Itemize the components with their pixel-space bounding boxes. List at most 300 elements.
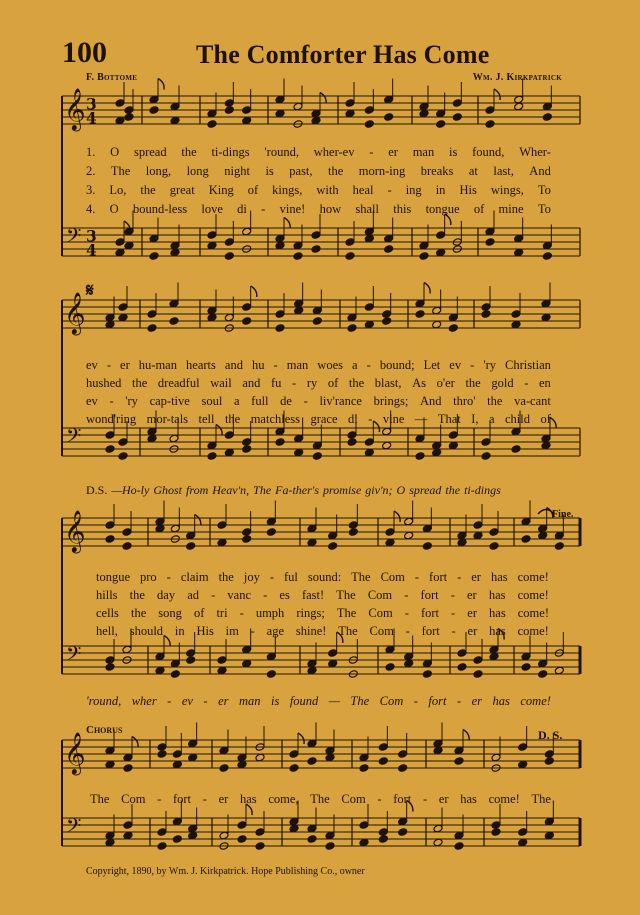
lyric-line (96, 624, 554, 639)
note-head (398, 764, 408, 773)
ds-syllable: promise (323, 483, 362, 497)
lyric-syllable: Christian (505, 358, 551, 372)
note-head (217, 538, 227, 547)
ds-syllable: O (396, 483, 406, 497)
lyric-syllable: tri (216, 606, 228, 620)
lyric-syllable: er (218, 792, 229, 806)
lyric-syllable: er (388, 145, 398, 159)
note-head (398, 750, 408, 759)
ds-syllable: —Ho-ly (111, 483, 150, 497)
hymn-title: The Comforter Has Come (196, 40, 490, 69)
lyric-syllable: va-cant (514, 394, 551, 408)
lyric-syllable: - (202, 792, 207, 806)
note-head (345, 238, 355, 247)
lyric-syllable: The (110, 164, 131, 178)
lyric-syllable: bound; (379, 358, 415, 372)
lyric-syllable: of (193, 606, 205, 620)
lyric-syllable: great (169, 183, 195, 197)
lyric-syllable: come, (268, 792, 299, 806)
note-head (275, 438, 285, 447)
note-head (378, 835, 388, 844)
note-head (217, 656, 227, 665)
note-head (275, 427, 285, 436)
lyric-syllable: - (524, 376, 529, 390)
lyric-syllable: - (109, 394, 114, 408)
lyric-syllable: The (336, 588, 356, 602)
lyric-syllable: wond'ring (86, 412, 137, 426)
lyric-syllable: The (350, 694, 370, 708)
note-head (105, 760, 115, 769)
note-head (448, 431, 458, 440)
lyric-syllable: pro (140, 570, 157, 584)
note-head (404, 659, 414, 668)
lyric-line (86, 376, 556, 391)
note-head (312, 452, 322, 461)
note-head (122, 542, 132, 551)
lyric-syllable: come! (517, 606, 549, 620)
lyric-syllable: mine (498, 202, 524, 216)
lyric-syllable: er (438, 792, 449, 806)
note-head (518, 828, 528, 837)
lyric-syllable: has (489, 606, 506, 620)
lyric-syllable: To (537, 202, 551, 216)
lyric-syllable: has (492, 694, 510, 708)
note-head (242, 106, 252, 115)
note-head (188, 739, 198, 748)
lyric-syllable: - (292, 376, 297, 390)
ds-syllable: Fa-ther's (275, 483, 320, 497)
lyric-line (96, 606, 554, 621)
lyric-syllable: - (451, 624, 456, 638)
lyric-syllable: ev (181, 694, 193, 708)
note-head (105, 313, 115, 322)
lyric-syllable: shine! (295, 624, 327, 638)
lyric-syllable: heal (352, 183, 374, 197)
lyric-syllable: with (316, 183, 339, 197)
note-flag (424, 283, 430, 294)
note-head (242, 317, 252, 326)
note-head (489, 645, 499, 654)
lyric-syllable: the (218, 570, 234, 584)
lyric-syllable: - (404, 588, 409, 602)
lyric-syllable: 'round, (86, 694, 122, 708)
note-head (542, 252, 552, 261)
note-head (544, 757, 554, 766)
note-head (364, 227, 374, 236)
lyric-syllable: come! (488, 792, 520, 806)
note-head (448, 324, 458, 333)
lyric-syllable: fort (420, 606, 439, 620)
note-head (415, 452, 425, 461)
note-head (491, 821, 501, 830)
lyric-syllable: the (132, 376, 148, 390)
note-head (293, 252, 303, 261)
note-flag (132, 737, 138, 748)
fine-mark: Fine. (552, 509, 574, 520)
note-head (266, 652, 276, 661)
note-head (122, 645, 132, 654)
note-head (378, 828, 388, 837)
lyric-syllable: - (414, 570, 420, 584)
note-head (307, 524, 317, 533)
note-head (385, 645, 395, 654)
note-head (348, 521, 358, 530)
note-head (124, 241, 134, 250)
lyric-syllable: ev (86, 358, 98, 372)
note-head (105, 838, 115, 847)
lyric-syllable: night (224, 164, 250, 178)
lyric-syllable: joy (243, 570, 260, 584)
note-head (448, 313, 458, 322)
ds-syllable: ti-dings (464, 483, 501, 497)
lyric-syllable: at (468, 164, 478, 178)
note-head (224, 448, 234, 457)
note-head (422, 659, 432, 668)
bass-clef-icon: 𝄢 (66, 424, 82, 453)
note-head (415, 434, 425, 443)
note-head (454, 842, 464, 851)
note-head (169, 317, 179, 326)
lyric-syllable: the (328, 164, 344, 178)
note-head (511, 310, 521, 319)
lyric-syllable: child (505, 412, 530, 426)
note-head (105, 746, 115, 755)
lyric-syllable: in (435, 183, 446, 197)
lyric-syllable: found, (472, 145, 505, 159)
bass-clef-icon: 𝄢 (66, 642, 82, 671)
lyric-line (86, 202, 556, 217)
note-head (157, 750, 167, 759)
note-head (294, 448, 304, 457)
note-head (237, 835, 247, 844)
note-head (436, 109, 446, 118)
note-head (521, 663, 531, 672)
chorus-label: Chorus (86, 724, 123, 736)
note-head (541, 299, 551, 308)
lyric-syllable: - (261, 202, 266, 216)
lyric-syllable: morn-ing (358, 164, 406, 178)
note-head (275, 95, 285, 104)
note-head (473, 670, 483, 679)
note-head (364, 438, 374, 447)
lyric-syllable: hell, (96, 624, 118, 638)
note-head (105, 656, 115, 665)
note-head (311, 109, 321, 118)
note-head (224, 431, 234, 440)
lyric-syllable: matchless (250, 412, 300, 426)
note-head (481, 303, 491, 312)
note-head (385, 663, 395, 672)
lyric-line (86, 145, 556, 160)
note-head (432, 448, 442, 457)
note-head (307, 835, 317, 844)
note-head (188, 831, 198, 840)
lyric-syllable: brings; (373, 394, 409, 408)
lyric-syllable: ful (283, 570, 298, 584)
lyric-syllable: hearts (186, 358, 216, 372)
ds-syllable: spread (409, 483, 442, 497)
note-head (186, 531, 196, 540)
note-head (224, 252, 234, 261)
note-head (345, 252, 355, 261)
note-head (473, 521, 483, 530)
lyric-syllable: the (487, 394, 503, 408)
note-head (237, 821, 247, 830)
note-head (293, 102, 303, 111)
note-head (307, 666, 317, 675)
lyric-syllable: The (531, 792, 551, 806)
lyric-syllable: er (467, 624, 478, 638)
lyric-line (86, 164, 556, 179)
lyric-syllable: er (467, 606, 477, 620)
lyric-syllable: - (470, 358, 475, 372)
note-head (105, 831, 115, 840)
lyric-syllable: im (225, 624, 239, 638)
treble-clef-icon: 𝄞 (64, 291, 86, 335)
note-head (404, 652, 414, 661)
lyric-syllable: - (167, 694, 172, 708)
lyric-syllable: - (273, 358, 278, 372)
bass-clef-icon: 𝄢 (66, 814, 82, 843)
note-head (123, 753, 133, 762)
note-head (149, 252, 159, 261)
note-head (481, 452, 491, 461)
lyric-syllable: - (263, 588, 268, 602)
note-head (485, 227, 495, 236)
note-head (454, 831, 464, 840)
note-head (422, 670, 432, 679)
lyric-syllable: - (369, 145, 374, 159)
note-head (155, 524, 165, 533)
lyric-line (90, 792, 556, 807)
note-head (170, 524, 180, 533)
note-head (157, 842, 167, 851)
lyric-syllable: kings, (272, 183, 303, 197)
lyric-syllable: ry (306, 376, 318, 390)
note-head (294, 299, 304, 308)
note-head (188, 753, 198, 762)
note-head (359, 764, 369, 773)
note-head (473, 531, 483, 540)
lyric-syllable: er (471, 570, 481, 584)
note-head (364, 234, 374, 243)
note-head (542, 102, 552, 111)
note-head (518, 838, 528, 847)
note-head (172, 750, 182, 759)
note-head (170, 659, 180, 668)
lyric-syllable: the (129, 588, 145, 602)
lyric-syllable: a (352, 358, 358, 372)
lyric-syllable: Com (380, 570, 405, 584)
note-head (242, 528, 252, 537)
lyric-syllable: rings; (296, 606, 325, 620)
note-head (124, 106, 134, 115)
note-head (325, 831, 335, 840)
lyric-syllable: vanc (227, 588, 252, 602)
lyric-syllable: tongue (425, 202, 460, 216)
lyric-syllable: in (174, 624, 185, 638)
note-head (275, 109, 285, 118)
lyric-syllable: a (488, 412, 495, 426)
lyric-syllable: umph (255, 606, 285, 620)
note-head (115, 99, 125, 108)
lyric-syllable: de (280, 394, 292, 408)
note-head (432, 306, 442, 315)
lyric-syllable: fort (172, 792, 192, 806)
note-head (489, 528, 499, 537)
lyric-syllable: - (303, 394, 308, 408)
note-head (255, 828, 265, 837)
lyric-syllable: bound-less (132, 202, 188, 216)
note-head (169, 299, 179, 308)
lyric-syllable: and (242, 376, 261, 390)
lyric-syllable: di (348, 412, 358, 426)
note-head (207, 231, 217, 240)
note-head (242, 438, 252, 447)
lyric-syllable: come! (520, 694, 551, 708)
note-head (359, 753, 369, 762)
note-head (118, 438, 128, 447)
note-head (433, 739, 443, 748)
lyric-syllable: - (404, 606, 409, 620)
note-head (382, 310, 392, 319)
note-head (514, 95, 524, 104)
note-head (457, 663, 467, 672)
note-flag (284, 218, 290, 229)
note-head (481, 310, 491, 319)
note-head (266, 528, 276, 537)
lyric-syllable: 4. (86, 202, 96, 216)
note-head (207, 306, 217, 315)
ds-syllable: giv'n; (365, 483, 393, 497)
lyric-syllable: Let (423, 358, 441, 372)
note-head (105, 663, 115, 672)
time-signature-bottom: 4 (86, 109, 97, 128)
lyric-syllable: long, (145, 164, 172, 178)
lyric-syllable: - (166, 570, 171, 584)
note-head (170, 116, 180, 125)
lyric-syllable: ing (405, 183, 422, 197)
note-head (514, 234, 524, 243)
lyric-syllable: this (393, 202, 412, 216)
note-head (436, 231, 446, 240)
note-head (419, 252, 429, 261)
note-head (115, 116, 125, 125)
lyric-line (86, 694, 556, 709)
note-head (448, 441, 458, 450)
note-head (149, 106, 159, 115)
lyric-syllable: ti-dings (211, 145, 250, 159)
lyric-syllable: 'ry (125, 394, 138, 408)
note-head (325, 753, 335, 762)
note-head (186, 656, 196, 665)
note-head (364, 448, 374, 457)
note-head (105, 521, 115, 530)
note-head (404, 517, 414, 526)
lyric-syllable: dreadful (157, 376, 200, 390)
lyric-syllable: wher-ev (313, 145, 355, 159)
lyric-syllable: - (377, 792, 382, 806)
lyric-syllable: hu-man (138, 358, 177, 372)
note-head (511, 320, 521, 329)
note-head (307, 538, 317, 547)
note-head (419, 241, 429, 250)
note-head (398, 828, 408, 837)
lyric-syllable: And (529, 164, 551, 178)
note-flag (494, 89, 500, 100)
note-head (485, 106, 495, 115)
note-head (312, 441, 322, 450)
lyric-syllable: fort (428, 694, 447, 708)
lyric-syllable: - (250, 624, 255, 638)
note-head (347, 313, 357, 322)
lyric-syllable: - (451, 606, 456, 620)
lyric-syllable: of (327, 376, 339, 390)
note-head (348, 528, 358, 537)
lyric-line (96, 570, 554, 585)
lyric-syllable: long (186, 164, 209, 178)
note-head (347, 324, 357, 333)
note-head (364, 106, 374, 115)
note-head (511, 427, 521, 436)
note-flag (320, 93, 326, 104)
lyric-syllable: Wher- (519, 145, 551, 159)
note-head (481, 438, 491, 447)
note-head (172, 835, 182, 844)
lyric-syllable: His (459, 183, 477, 197)
note-head (514, 102, 524, 111)
lyric-syllable: Com (369, 624, 394, 638)
note-head (170, 248, 180, 257)
lyric-syllable: the (130, 606, 147, 620)
lyric-syllable: His (196, 624, 214, 638)
lyric-syllable: come! (517, 588, 549, 602)
note-head (242, 659, 252, 668)
lyric-line (86, 412, 556, 427)
dal-segno-mark: D. S. (538, 728, 563, 742)
lyric-syllable: shall (355, 202, 379, 216)
lyric-syllable: 2. (86, 164, 96, 178)
lyric-syllable: fu (271, 376, 282, 390)
note-head (311, 231, 321, 240)
lyric-syllable: how (319, 202, 342, 216)
note-head (384, 234, 394, 243)
lyric-syllable: past, (289, 164, 313, 178)
lyric-syllable: 1. (86, 145, 96, 159)
note-head (155, 517, 165, 526)
note-head (289, 817, 299, 826)
note-head (521, 517, 531, 526)
lyric-syllable: Com (121, 792, 146, 806)
note-head (544, 750, 554, 759)
lyric-syllable: Lo, (109, 183, 127, 197)
lyric-syllable: Com (341, 792, 366, 806)
note-head (491, 753, 501, 762)
note-head (382, 441, 392, 450)
note-head (311, 116, 321, 125)
lyric-syllable: mor-tals (146, 412, 189, 426)
ds-syllable: D.S. (86, 483, 108, 497)
ds-syllable: from (186, 483, 209, 497)
lyric-syllable: hushed (86, 376, 122, 390)
lyric-syllable: has (488, 588, 506, 602)
note-head (289, 750, 299, 759)
lyric-syllable: - (211, 588, 216, 602)
note-head (224, 238, 234, 247)
lyric-syllable: di (237, 202, 247, 216)
note-head (157, 828, 167, 837)
note-head (542, 113, 552, 122)
